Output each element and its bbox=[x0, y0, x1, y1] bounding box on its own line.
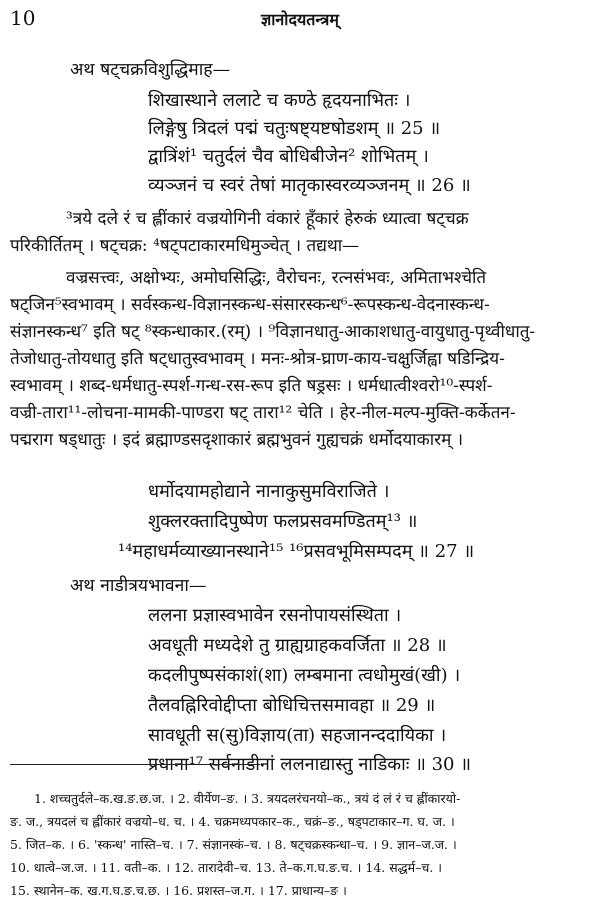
prose-line: संज्ञानस्कन्ध⁷ इति षट् ⁸स्कन्धाकार.(रम्) । ⁹विज्ञानधातु-आकाशधातु-वायुधातु-पृथ्वीधातु- bbox=[10, 322, 536, 342]
verse-line: कदलीपुष्पसंकाशं(शा) लम्बमाना त्वधोमुखं(खी) । bbox=[148, 665, 461, 686]
verse-line: तैलवह्निरिवोद्दीप्ता बोधिचित्तसमावहा ॥ 29 ॥ bbox=[148, 695, 436, 716]
prose-line: षट्जिन⁵स्वभावम् । सर्वस्कन्ध-विज्ञानस्कन्ध-संसारस्कन्ध⁶-रूपस्कन्ध-वेदनास्कन्ध- bbox=[10, 295, 490, 315]
prose-line: वज्रसत्त्वः, अक्षोभ्यः, अमोघसिद्धिः, वैरोचनः, रत्नसंभवः, अमिताभश्चेति bbox=[66, 268, 487, 288]
page-number: 10 bbox=[10, 6, 36, 30]
verse-line: ¹⁴महाधर्मव्याख्यानस्थाने¹⁵ ¹⁶प्रसवभूमिसम्पदम् ॥ 27 ॥ bbox=[118, 541, 475, 562]
verse-line: अवधूती मध्यदेशे तु ग्राह्यग्राहकवर्जिता ॥ 28 ॥ bbox=[148, 635, 447, 656]
footnote-line: 1. शच्चतुर्दले–क.ख.ङ.छ.ज. । 2. वीर्येण–ङ. । 3. त्रयदलरंचनयो–क., त्रयं दं लं रं च ह्लींकारयो- bbox=[34, 791, 461, 806]
verse-line: द्वात्रिंशं¹ चतुर्दलं चैव बोधिबीजेन² शोभितम् । bbox=[148, 146, 429, 167]
running-title: ज्ञानोदयतन्त्रम् bbox=[261, 10, 339, 29]
prose-line: पद्मराग षड्धातुः । इदं ब्रह्माण्डसदृशाकारं ब्रह्मभुवनं गुह्यचक्रं धर्मोदयाकारम् । bbox=[10, 430, 464, 450]
verse-line: व्यञ्जनं च स्वरं तेषां मातृकास्वरव्यञ्जनम् ॥ 26 ॥ bbox=[148, 175, 471, 196]
footnote-line: 5. जित–क. । 6. 'स्कन्ध' नास्ति–च. । 7. संज्ञानस्कं–च. । 8. षट्चक्रस्कन्धा–च. । 9. ज्ञान–ज.ज. । bbox=[10, 837, 457, 852]
verse-line: ललना प्रज्ञास्वभावेन रसनोपायसंस्थिता । bbox=[148, 605, 402, 626]
verse-line: सावधूती स(सु)विज्ञाय(ता) सहजानन्ददायिका । bbox=[148, 725, 447, 746]
verse-line: शिखास्थाने ललाटे च कण्ठे हृदयनाभितः । bbox=[148, 90, 411, 111]
prose-line: ³त्रये दले रं च ह्लींकारं वज्रयोगिनी वंकारं हूँकारं हेरुकं ध्यात्वा षट्चक्र bbox=[66, 209, 469, 229]
verse-line: शुक्लरक्तादिपुष्पेण फलप्रसवमण्डितम्¹³ ॥ bbox=[148, 511, 418, 532]
verse-line: लिङ्गेषु त्रिदलं पद्मं चतुःषष्ट्यष्टषोडशम् ॥ 25 ॥ bbox=[148, 118, 441, 139]
prose-line: स्वभावम् । शब्द-धर्मधातु-स्पर्श-गन्ध-रस-रूप इति षड्रसः । धर्मधात्वीश्वरो¹⁰-स्पर्श- bbox=[10, 376, 493, 396]
prose-line: तेजोधातु-तोयधातु इति षट्धातुस्वभावम् । मनः-श्रोत्र-घ्राण-काय-चक्षुर्जिह्वा षडिन्द्रिय- bbox=[10, 349, 505, 369]
section-heading: अथ नाडीत्रयभावना— bbox=[70, 576, 207, 596]
footnote-line: 15. स्थानेन–क. ख.ग.घ.ङ.च.छ. । 16. प्रशस्त–ज.ग. । 17. प्राधान्य–ङ । bbox=[10, 883, 347, 898]
prose-line: वज्री-तारा¹¹-लोचना-मामकी-पाण्डरा षट् तारा¹² चेति । हेर-नील-मल्प-मुक्ति-कर्केतन- bbox=[10, 403, 516, 423]
page-header bbox=[0, 4, 600, 34]
prose-line: परिकीर्तितम् । षट्चक्र: ⁴षट्पटाकारमधिमुञ्चेत् । तद्यथा— bbox=[10, 236, 360, 256]
section-heading: अथ षट्चक्रविशुद्धिमाह— bbox=[70, 60, 231, 80]
footnote-divider bbox=[10, 764, 260, 765]
footnote-line: ङ. ज., त्रयदलं च ह्लींकारं वज्रयो–ध. च. । 4. चक्रमध्यपकार–क., चक्रं–ङ., षड्पटाकार–ग. घ. ज. । bbox=[10, 814, 455, 829]
footnote-line: 10. धात्वे–ज.ज. । 11. वती–क. । 12. तारादेवी–च. 13. ते–क.ग.घ.ङ.च. । 14. सद्धर्म–च. । bbox=[10, 860, 443, 875]
verse-line: प्रधाना¹⁷ सर्वनाडीनां ललनाद्यास्तु नाडिकाः ॥ 30 ॥ bbox=[148, 754, 472, 775]
verse-line: धर्मोदयामहोद्याने नानाकुसुमविराजिते । bbox=[148, 481, 390, 502]
